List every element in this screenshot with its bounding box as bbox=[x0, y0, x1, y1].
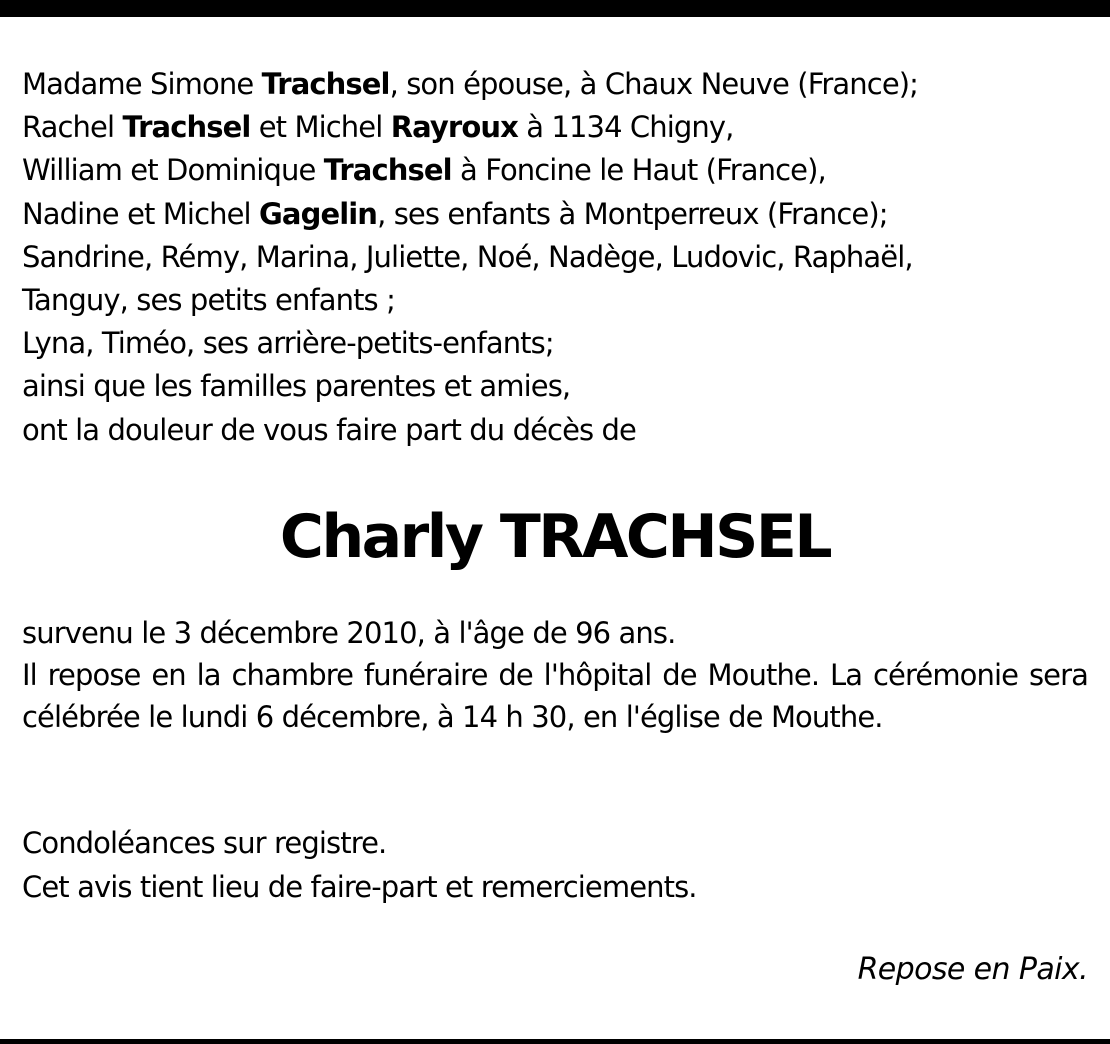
closing-notes bbox=[22, 822, 1088, 909]
family-line bbox=[22, 236, 1088, 279]
family-surname: Gagelin bbox=[259, 196, 378, 231]
death-date-line: survenu le 3 décembre 2010, à l'âge de 96 ans. bbox=[22, 616, 676, 650]
death-details bbox=[22, 612, 1088, 738]
family-surname: Trachsel bbox=[122, 110, 251, 145]
top-border-rule bbox=[0, 0, 1110, 17]
family-line bbox=[22, 279, 1088, 322]
family-text: Lyna, Timéo, ses arrière-petits-enfants; bbox=[22, 326, 554, 361]
family-line bbox=[22, 63, 1088, 106]
family-text: William et Dominique bbox=[22, 153, 324, 188]
family-surname: Trachsel bbox=[323, 153, 452, 188]
family-line bbox=[22, 365, 1088, 408]
deceased-name: Charly TRACHSEL bbox=[279, 502, 831, 572]
family-text: Rachel bbox=[22, 110, 123, 145]
family-text: à 1134 Chigny, bbox=[517, 110, 734, 145]
family-line bbox=[22, 149, 1088, 192]
family-text: Nadine et Michel bbox=[22, 196, 260, 231]
family-text: , son épouse, à Chaux Neuve (France); bbox=[389, 67, 919, 101]
family-text: et Michel bbox=[250, 110, 391, 145]
family-text: Sandrine, Rémy, Marina, Juliette, Noé, Nadège, Ludovic, Raphaël, bbox=[22, 239, 913, 274]
condolences-line: Condoléances sur registre. bbox=[22, 826, 387, 860]
family-text: , ses enfants à Montperreux (France); bbox=[377, 196, 888, 231]
ceremony-paragraph: Il repose en la chambre funéraire de l'hôpital de Mouthe. La cérémonie sera célébrée le lundi 6 décembre, à 14 h 30, en l'église de Mouthe. bbox=[22, 658, 1088, 734]
family-announcement bbox=[22, 63, 1088, 452]
sign-off: Repose en Paix. bbox=[857, 952, 1088, 987]
family-text: Madame Simone bbox=[22, 67, 262, 101]
family-line bbox=[22, 193, 1088, 236]
family-line bbox=[22, 409, 1088, 452]
family-line bbox=[22, 106, 1088, 149]
notice-line: Cet avis tient lieu de faire-part et remerciements. bbox=[22, 869, 697, 904]
bottom-border-rule bbox=[0, 1039, 1110, 1044]
family-surname: Rayroux bbox=[390, 110, 518, 145]
family-line bbox=[22, 322, 1088, 365]
family-text: ont la douleur de vous faire part du décès de bbox=[22, 412, 636, 447]
family-text: ainsi que les familles parentes et amies, bbox=[22, 369, 571, 404]
family-text: à Foncine le Haut (France), bbox=[451, 153, 826, 188]
family-surname: Trachsel bbox=[261, 67, 390, 101]
family-text: Tanguy, ses petits enfants ; bbox=[22, 282, 395, 317]
